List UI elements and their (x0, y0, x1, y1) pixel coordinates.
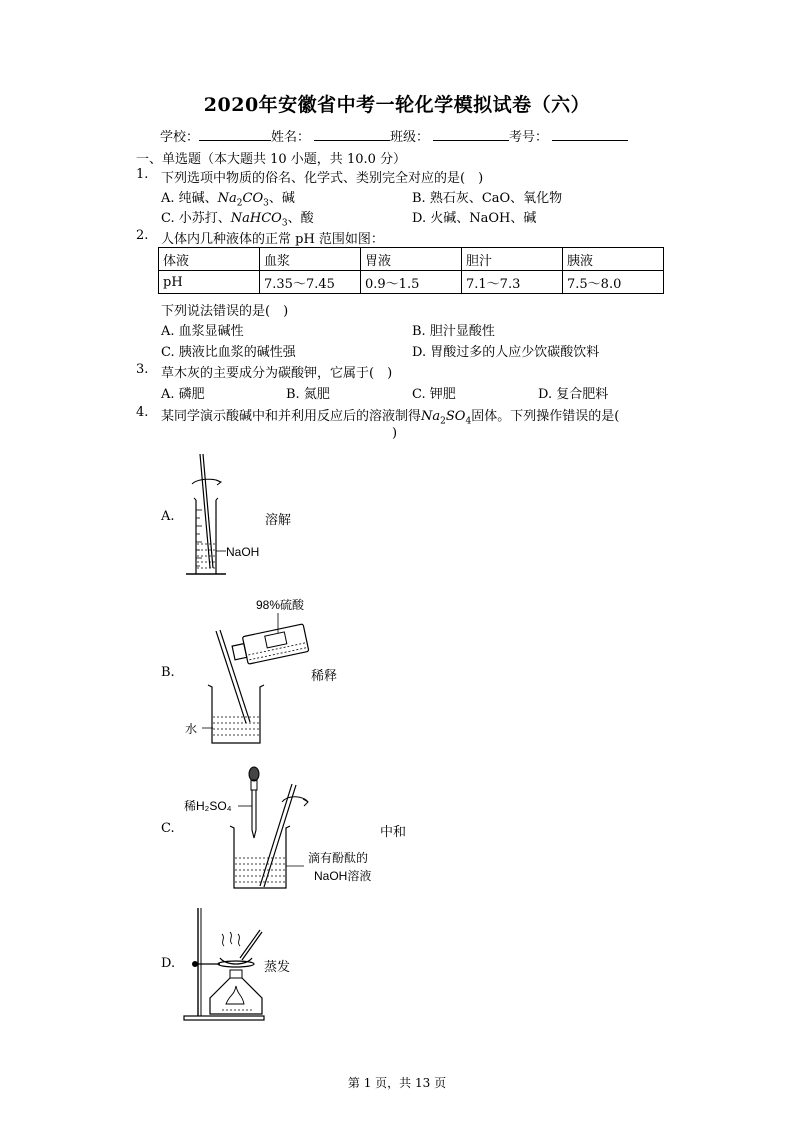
option-text: 、酸 (287, 211, 314, 226)
table-cell: 血浆 (260, 248, 361, 271)
option-c: C. 胰液比血浆的碱性强 (161, 345, 296, 360)
option-c: C. 钾肥 (412, 387, 456, 402)
exam-no-blank[interactable] (552, 128, 628, 141)
formula-subscript: 3 (281, 218, 288, 229)
class-blank[interactable] (433, 128, 509, 141)
dilute-acid-tag: 稀H₂SO₄ (184, 799, 232, 813)
option-b: B. 胆汁显酸性 (412, 324, 495, 339)
question-number: 4. (136, 405, 149, 420)
option-c-label: C. (161, 821, 175, 836)
option-d-operation: 蒸发 (264, 960, 291, 975)
question-stem: 下列选项中物质的俗名、化学式、类别完全对应的是( ) (161, 171, 484, 186)
option-d-label: D. (161, 956, 176, 971)
question-stem: 草木灰的主要成分为碳酸钾，它属于( ) (161, 366, 393, 381)
exam-no-label: 考号： (509, 130, 549, 145)
table-row (159, 248, 664, 271)
table-cell: 7.35～7.45 (260, 271, 361, 294)
evaporation-diagram (180, 900, 280, 1025)
option-b-label: B. (161, 665, 175, 680)
table-cell: 体液 (159, 248, 260, 271)
formula: NaHCO (230, 211, 282, 226)
stem-text: 固体。下列操作错误的是( (471, 409, 620, 424)
naoh-tag: NaOH (226, 545, 260, 559)
ph-table (158, 247, 664, 294)
class-label: 班级： (390, 130, 430, 145)
graduated-cylinder-diagram (180, 450, 300, 580)
option-b: B. 熟石灰、CaO、氧化物 (412, 191, 563, 206)
formula: Na (421, 409, 441, 424)
table-cell: 0.9～1.5 (361, 271, 462, 294)
option-b: B. 氮肥 (286, 387, 330, 402)
table-cell: 胃液 (361, 248, 462, 271)
table-cell: pH (159, 271, 260, 294)
page-title: 2020年安徽省中考一轮化学模拟试卷（六） (203, 94, 591, 116)
option-b-operation: 稀释 (311, 669, 338, 684)
option-d: D. 胃酸过多的人应少饮碳酸饮料 (412, 345, 600, 360)
table-cell: 7.1～7.3 (462, 271, 563, 294)
school-blank[interactable] (199, 128, 271, 141)
water-tag: 水 (185, 722, 198, 736)
option-a: A. 血浆显碱性 (161, 324, 244, 339)
option-d: D. 火碱、NaOH、碱 (412, 211, 537, 226)
option-text: A. 纯碱、 (161, 191, 218, 206)
table-cell: 胰液 (563, 248, 664, 271)
question-stem-2: 下列说法错误的是( ) (161, 304, 289, 319)
section-heading: 一、单选题（本大题共 10 小题，共 10.0 分） (136, 152, 407, 167)
page-footer: 第 1 页，共 13 页 (347, 1076, 447, 1090)
formula: SO (445, 409, 466, 424)
table-row (159, 271, 664, 294)
stem-close-paren: ) (392, 426, 398, 441)
question-stem: 人体内几种液体的正常 pH 范围如图： (161, 232, 384, 247)
school-label: 学校： (160, 130, 200, 145)
question-stem (161, 405, 619, 427)
question-number: 3. (136, 362, 149, 377)
indicator-solution-tag-1: 滴有酚酞的 (308, 851, 369, 865)
option-a (161, 187, 295, 209)
formula-subscript: 3 (263, 198, 269, 209)
name-blank[interactable] (314, 128, 390, 141)
formula: CO (242, 191, 264, 206)
formula: Na (217, 191, 237, 206)
dilution-diagram (180, 595, 330, 755)
option-text: C. 小苏打、 (161, 211, 231, 226)
table-cell: 7.5～8.0 (563, 271, 664, 294)
student-info-line (160, 126, 628, 145)
option-a-label: A. (161, 509, 175, 524)
neutralization-diagram (180, 762, 400, 902)
option-a: A. 磷肥 (161, 387, 205, 402)
formula-subscript: 2 (236, 198, 243, 209)
formula-subscript: 2 (440, 416, 446, 427)
sulfuric-acid-tag: 98%硫酸 (256, 598, 305, 612)
name-label: 姓名： (271, 130, 311, 145)
stem-text: 某同学演示酸碱中和并利用反应后的溶液制得 (161, 409, 422, 424)
option-text: 、碱 (268, 191, 295, 206)
option-d: D. 复合肥料 (538, 387, 609, 402)
option-c-operation: 中和 (380, 825, 407, 840)
question-number: 2. (136, 228, 149, 243)
table-cell: 胆汁 (462, 248, 563, 271)
option-a-operation: 溶解 (265, 513, 292, 528)
question-number: 1. (136, 167, 149, 182)
option-c (161, 207, 314, 229)
indicator-solution-tag-2: NaOH溶液 (314, 869, 372, 883)
formula-subscript: 4 (465, 416, 472, 427)
